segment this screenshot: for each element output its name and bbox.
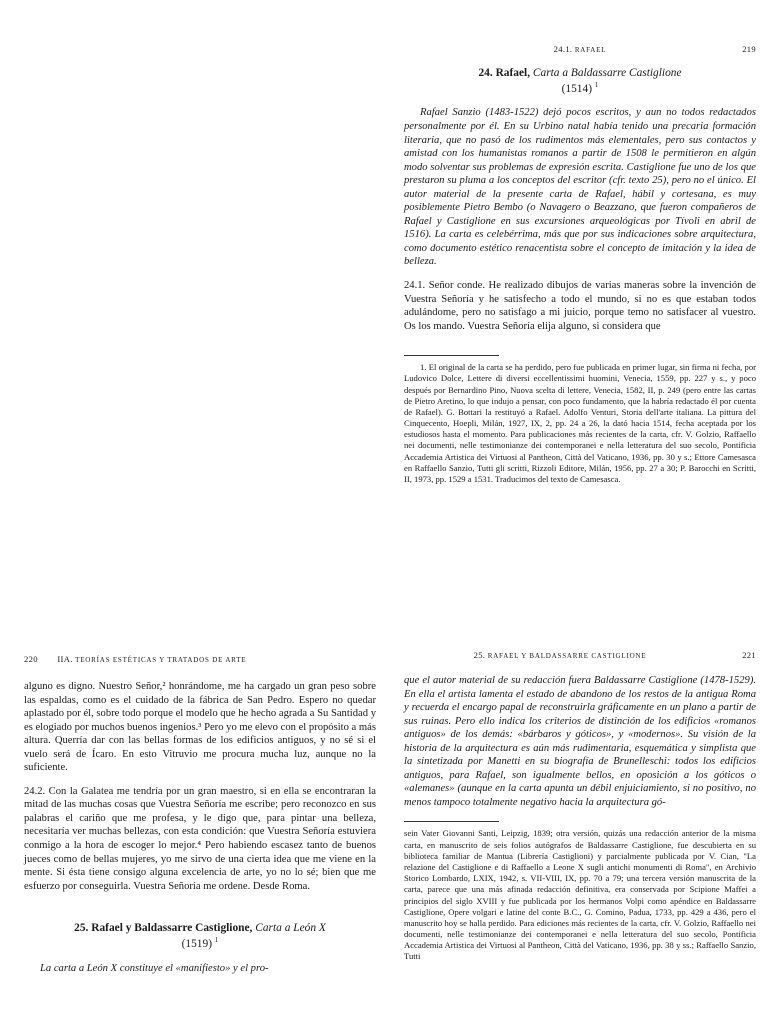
title-number: 24. — [478, 67, 493, 79]
section-title — [24, 921, 376, 951]
title-year: (1514) — [561, 82, 592, 95]
footnote-rule — [404, 355, 499, 356]
title-work: Carta a Baldassarre Castiglione — [532, 67, 682, 79]
intro-paragraph: que el autor material de su redacción fuera Baldassarre Castiglione (1478-1529). En ella el artista lamenta el estado de abandono de los restos de la antigua Roma y recuerda el encargo papal de reconstruirla gráficamente en un plano a partir de sus ruinas. Pero ello indica los criterios de distinción de los edificios «romanos antiguos» de los demás: «bárbaros y góticos», y «modernos». Su visión de la historia de la arquitectura es aún más rudimentaria, esquemática y simplista que la sintetizada por Manetti en su biografía de Brunelleschi: todos los edificios antiguos, para Rafael, son igualmente bellos, en oposición a los góticos o «alemanes» (aunque en la carta apunta un débil enjuiciamiento, si no positivo, no menos tampoco totalmente negativo hacia la arquitectura gó- — [404, 675, 756, 808]
page-header — [24, 654, 376, 670]
letter-paragraph: 24.1. Señor conde. He realizado dibujos de varias maneras sobre la invención de Vuestra Señoría y he satisfecho a todo el mundo, si no es que estaban todos adulándome, pero no satisfago a mi juicio, porque temo no satisfacer al vuestro. Os los mando. Vuestra Señoría elija alguno, si considera que — [404, 280, 756, 332]
title-author: Rafael y Baldassarre Castiglione, — [91, 922, 253, 935]
footnote: sein Vater Giovanni Santi, Leipzig, 1839; otra versión, quizás una redacción anterior de la misma carta, en manuscrito de seis folios autógrafos de Baldassarre Castiglione, fue descubierta en su biblioteca familiar de Mantua (Librería Castiglioni) y parcialmente publicada por V. Cian, "La relazione del Castiglione e di Raffaello a Leone X sugli antichi monumenti di Roma", en Archivio Storico Lombardo, LXIX, 1942, s. VII-VIII, IX, pp. 70 a 79; una tercera versión manuscrita de la carta, parece que una más afinada redacción definitiva, era conservada por Scipione Maffei a principios del siglo XVIII y fue publicada por los hermanos Volpi como apéndice en Baldassarre Castiglione, Opere volgari e latine del conte B.C., G. Comino, Padua, 1733, pp. 429 a 436, pero el manuscrito hoy se halla perdido. Para ediciones más recientes de la carta, cfr. V. Golzio, Raffaello nei documenti, nelle testimonianze dei contemporanei e nella letteratura del suo secolo, Pontificia Accademia Artistica dei Virtuosi al Pantheon, Città del Vaticano, 1936, pp. 38 y ss.; Raffaello Sanzio, Tutti — [404, 828, 756, 962]
footnote-ref: 1 — [594, 80, 599, 89]
footnote-rule — [404, 821, 499, 822]
title-author: Rafael, — [495, 67, 531, 79]
section-number: IIA. — [57, 654, 73, 664]
intro-paragraph: La carta a León X constituye el «manifiesto» y el pro- — [40, 962, 269, 974]
section-title — [404, 66, 756, 96]
title-number: 25. — [74, 922, 89, 935]
footnote: 1. El original de la carta se ha perdido, pero fue publicada en primer lugar, sin firma ni fecha, por Ludovico Dolce, Lettere di diversi eccellentissimi huomini, Venecia, 1559, pp. 227 y s., y poco después por Bernardino Pino, Nuova scelta di lettere, Venecia, 1582, II, p. 249 (pero entre las cartas de Pietro Aretino, lo que indujo a pensar, con poco fundamento, que la habría redactado él por cuenta de Rafael). G. Bottari la restituyó a Rafael. Adolfo Venturi, Storia dell'arte italiana. La pittura del Cinquecento, Hoepli, Milán, 1927, IX, 2, pp. 24 a 26, la dató hacia 1514, fecha aceptada por los estudiosos hasta el momento. Para publicaciones más recientes de la carta, cfr. V. Golzio, Raffaello nei documenti, nelle testimonianze dei contemporanei e nella letteratura del suo secolo, Pontificia Accademia Artistica dei Virtuosi al Pantheon, Città del Vaticano, 1936, pp. 30 y s.; Ettore Camesasca en Raffaello Sanzio, Tutti gli scritti, Rizzoli Editore, Milán, 1956, pp. 27 a 30; P. Barocchi en Scritti, II, 1973, pp. 1529 a 1531. Traducimos del texto de Camesasca. — [404, 362, 756, 484]
title-work: Carta a León X — [255, 922, 326, 935]
page-number: 219 — [742, 44, 756, 54]
intro-paragraph: Rafael Sanzio (1483-1522) dejó pocos escritos, y aun no todos redactados personalmente por él. En su Urbino natal había tenido una precaria formación literaria, que no pasó de los rudimentos más elementales, pero sus contactos y amistad con los humanistas romanos a partir de 1508 le permitieron en algún modo solventar sus problemas de expresión escrita. Castiglione fue uno de los que prestaron su pluma a los conceptos del escritor (cfr. texto 25), pero no el único. El autor material de la presente carta de Rafael, hábil y cortesana, es muy posiblemente Pietro Bembo (o Navagero o Beazzano, que fueron compañeros de Rafael y Castiglione en sus excursiones arqueológicas por Tívoli en abril de 1516). La carta es celebérrima, más que por sus indicaciones sobre arquitectura, como documento estético renacentista sobre el concepto de imitación y la idea de belleza. — [404, 107, 756, 268]
footnote-ref: 1 — [214, 936, 219, 945]
page-219 — [404, 44, 756, 485]
page-number: 221 — [742, 650, 756, 660]
running-head: RAFAEL — [574, 46, 607, 54]
section-number: 24.1. — [553, 44, 573, 54]
title-year: (1519) — [181, 937, 212, 950]
running-head: TEORÍAS ESTÉTICAS Y TRATADOS DE ARTE — [75, 656, 247, 664]
page-221 — [404, 650, 756, 963]
letter-paragraph: alguno es digno. Nuestro Señor,² honrándome, me ha cargado un gran peso sobre las espaldas, como es el cuidado de la fábrica de San Pedro. Espero no quedar aplastado por él, sobre todo porque el modelo que he hecho agrada a Su Santidad y es elogiado por muchos buenos ingenios.³ Pero yo me elevo con el propósito a más altura. Querría dar con las bellas formas de los edificios antiguos, y no sé si el vuelo será de Ícaro. En esto Vitruvio me procura mucha luz, aunque no la suficiente. — [24, 681, 376, 774]
section-number: 25. — [473, 650, 486, 660]
running-head: RAFAEL Y BALDASSARRE CASTIGLIONE — [487, 652, 647, 660]
page-header — [404, 650, 756, 666]
page-220 — [24, 654, 376, 975]
page-number: 220 — [24, 654, 38, 664]
letter-paragraph: 24.2. Con la Galatea me tendría por un gran maestro, si en ella se encontraran la mitad de las muchas cosas que Vuestra Señoría me escribe; pero reconozco en sus palabras el cariño que me profesa, y le digo que, para pintar una belleza, necesitaría ver muchas bellezas, con esta condición: que Vuestra Señoría estuviera conmigo a la hora de escoger lo mejor.⁴ Pero habiendo escasez tanto de buenos jueces como de bellas mujeres, yo me sirvo de una cierta idea que me viene en la mente. Si ésta tiene consigo alguna excelencia de arte, yo no lo sé; bien que me esfuerzo por conseguirla. Vuestra Señoría me ordene. Desde Roma. — [24, 785, 376, 892]
page-header — [404, 44, 756, 60]
